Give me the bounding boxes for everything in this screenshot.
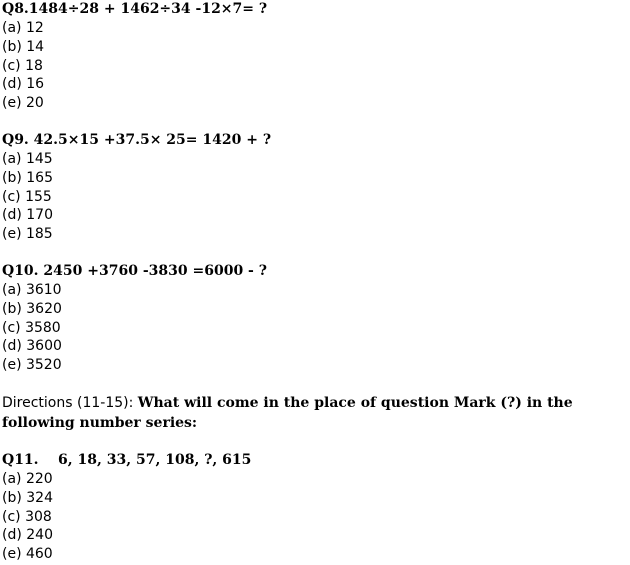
question-10-option-a: (a) 3610: [2, 281, 62, 298]
question-10-option-b: (b) 3620: [2, 300, 62, 317]
question-11: [2, 451, 628, 564]
question-11-option-a: (a) 220: [2, 470, 53, 487]
question-8-option-d: (d) 16: [2, 76, 45, 93]
question-9: [2, 131, 628, 244]
question-page: [2, 0, 628, 564]
question-9-text: Q9. 42.5×15 +37.5× 25= 1420 + ?: [2, 131, 272, 148]
question-8-option-a: (a) 12: [2, 20, 44, 36]
spacer: [2, 113, 628, 131]
question-11-option-b: (b) 324: [2, 489, 53, 506]
question-8-option-b: (b) 14: [2, 38, 45, 55]
question-8-option-c: (c) 18: [2, 57, 43, 74]
question-11-option-d: (d) 240: [2, 527, 53, 544]
question-9-option-b: (b) 165: [2, 169, 53, 186]
question-8: [2, 0, 628, 113]
question-10-option-e: (e) 3520: [2, 357, 62, 374]
directions-text: What will come in the place of question Mark (?) in the following number series:: [2, 394, 573, 431]
question-11-option-e: (e) 460: [2, 546, 53, 563]
question-10: [2, 262, 628, 375]
spacer: [2, 375, 628, 393]
question-10-option-d: (d) 3600: [2, 338, 62, 355]
question-10-text: Q10. 2450 +3760 -3830 =6000 - ?: [2, 262, 267, 279]
directions-paragraph: [2, 393, 628, 433]
question-9-option-c: (c) 155: [2, 188, 52, 205]
question-9-option-d: (d) 170: [2, 207, 53, 224]
question-9-option-a: (a) 145: [2, 150, 53, 167]
question-8-option-e: (e) 20: [2, 95, 44, 112]
question-10-option-c: (c) 3580: [2, 319, 61, 336]
question-9-option-e: (e) 185: [2, 226, 53, 243]
spacer: [2, 244, 628, 262]
directions-lead: Directions (11-15):: [2, 394, 138, 411]
question-8-text: Q8.1484÷28 + 1462÷34 -12×7= ?: [2, 1, 268, 17]
spacer: [2, 433, 628, 451]
question-11-text: Q11. 6, 18, 33, 57, 108, ?, 615: [2, 451, 252, 468]
question-11-option-c: (c) 308: [2, 508, 52, 525]
